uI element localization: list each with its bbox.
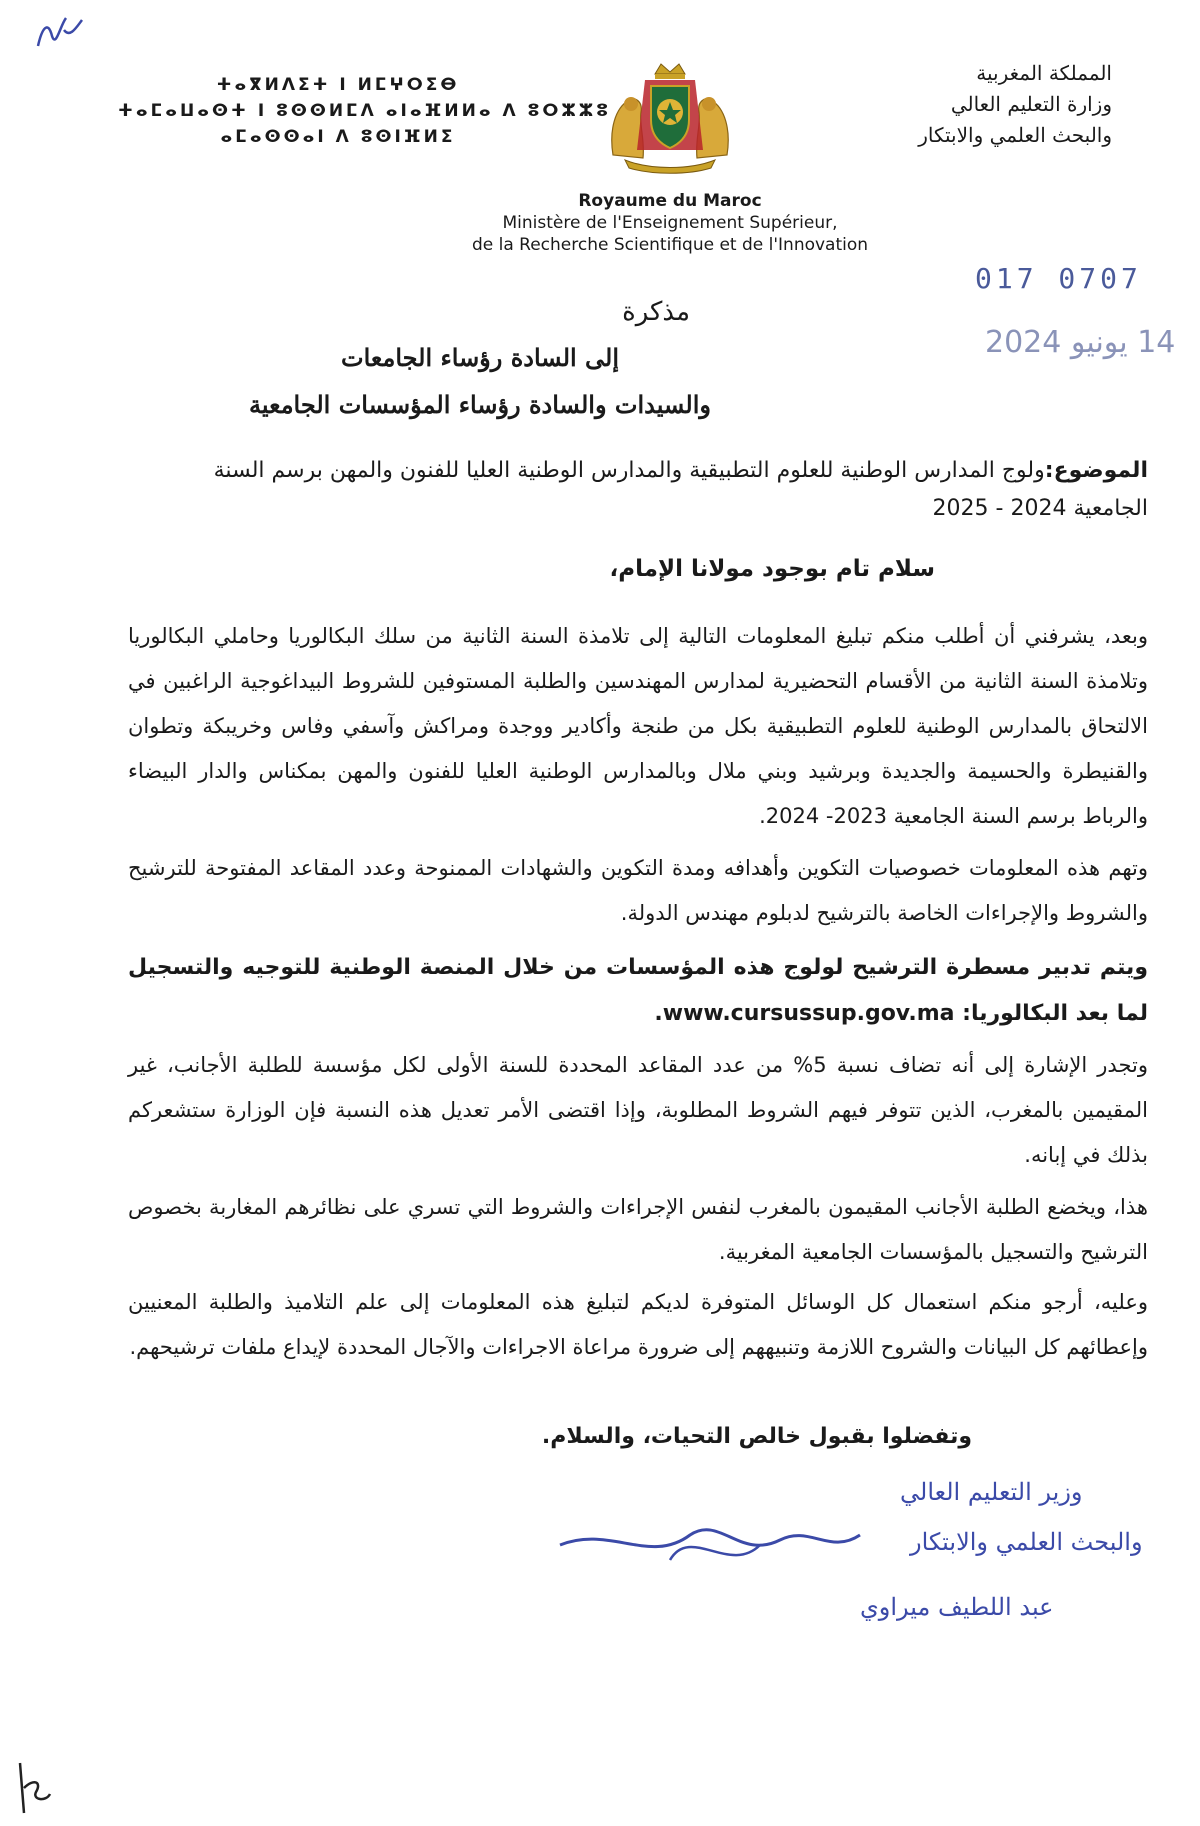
letterhead-line: Royaume du Maroc [578,191,762,211]
signature-title-line: وزير التعليم العالي [900,1478,1083,1506]
memo-title: مذكرة [622,297,690,327]
body-paragraph: ويتم تدبير مسطرة الترشيح لولوج هذه المؤسسات من خلال المنصة الوطنية للتوجيه والتسجيل لما بعد البكالوريا: www.cursussup.gov.ma. [128,955,1148,1026]
date-stamp: 14 يونيو 2024 [985,325,1176,360]
letterhead-line: de la Recherche Scientifique et de l'Innovation [471,235,869,255]
handwritten-page-mark [10,1758,60,1818]
letterhead-line: Ministère de l'Enseignement Supérieur, [502,213,838,233]
addressee-line: إلى السادة رؤساء الجامعات [340,343,620,372]
french-letterhead [430,190,910,256]
handwritten-initial-mark [30,8,90,58]
subject-block [148,452,1148,528]
body-paragraph: وتجدر الإشارة إلى أنه تضاف نسبة 5% من عدد المقاعد المحددة للسنة الأولى لكل مؤسسة للطلبة الأجانب، غير المقيمين بالمغرب، الذين تتوفر فيهم الشروط المطلوبة، وإذا اقتضى الأمر تعديل هذه النسبة فإن الوزارة ستشعركم بذلك في إبانه. [128,1053,1148,1167]
arabic-letterhead [822,58,1112,151]
letterhead-line: وزارة التعليم العالي [950,92,1112,116]
subject-label: الموضوع: [1044,458,1148,483]
subject-text: ولوج المدارس الوطنية للعلوم التطبيقية والمدارس الوطنية العليا للفنون والمهن برسم السنة الجامعية 2024 - 2025 [213,458,1148,521]
signature-title-line: والبحث العلمي والابتكار [910,1528,1143,1556]
letterhead-line: ⴰⵎⴰⵙⵙⴰⵏ ⴷ ⵓⵙⵏⴼⵍⵉ [220,127,456,147]
letterhead-line: المملكة المغربية [976,61,1112,85]
letterhead-line: ⵜⴰⵎⴰⵡⴰⵙⵜ ⵏ ⵓⵙⵙⵍⵎⴷ ⴰⵏⴰⴼⵍⵍⴰ ⴷ ⵓⵔⵣⵣⵓ [118,101,612,121]
body-paragraph: وعليه، أرجو منكم استعمال كل الوسائل المتوفرة لديكم لتبليغ هذه المعلومات إلى علم التلاميذ والطلبة المعنيين وإعطائهم كل البيانات والشروح اللازمة وتنبيههم إلى ضرورة مراعاة الاجراءات والآجال المحددة لإيداع ملفات ترشيحهم. [128,1290,1148,1359]
minister-signature [530,1465,1143,1645]
body-paragraph: هذا، ويخضع الطلبة الأجانب المقيمون بالمغرب لنفس الإجراءات والشروط التي تسري على نظائرهم المغاربة بخصوص الترشيح والتسجيل بالمؤسسات الجامعية المغربية. [128,1195,1148,1264]
body-paragraph: وبعد، يشرفني أن أطلب منكم تبليغ المعلومات التالية إلى تلامذة السنة الثانية من سلك البكالوريا وحاملي البكالوريا وتلامذة السنة الثانية من الأقسام التحضيرية لمدارس المهندسين والطلبة المستوفين للشروط البيداغوجية الراغبين في الالتحاق بالمدارس الوطنية للعلوم التطبيقية بكل من طنجة وأكادير ووجدة ومراكش وآسفي وفاس وخريبكة وتطوان والقنيطرة والحسيمة والجديدة وبرشيد وبني ملال وبالمدارس الوطنية العليا للفنون والمهن بمكناس والدار البيضاء والرباط برسم السنة الجامعية 2023- 2024. [128,624,1148,828]
letterhead-line: ⵜⴰⴳⵍⴷⵉⵜ ⵏ ⵍⵎⵖⵔⵉⴱ [216,75,460,95]
body-paragraph: وتهم هذه المعلومات خصوصيات التكوين وأهدافه ومدة التكوين والشهادات الممنوحة وعدد المقاعد المفتوحة للترشيح والشروط والإجراءات الخاصة بالترشيح لدبلوم مهندس الدولة. [128,856,1148,925]
greeting: سلام تام بوجود مولانا الإمام، [609,556,935,582]
letterhead-line: والبحث العلمي والابتكار [918,123,1112,147]
tifinagh-letterhead [118,72,612,150]
addressee-line: والسيدات والسادة رؤساء المؤسسات الجامعية [249,390,711,419]
closing-line: وتفضلوا بقبول خالص التحيات، والسلام. [541,1424,972,1449]
reference-number-stamp: 017 0707 [975,262,1142,295]
royal-coat-of-arms-emblem [605,60,735,175]
signature-name: عبد اللطيف ميراوي [860,1593,1054,1621]
